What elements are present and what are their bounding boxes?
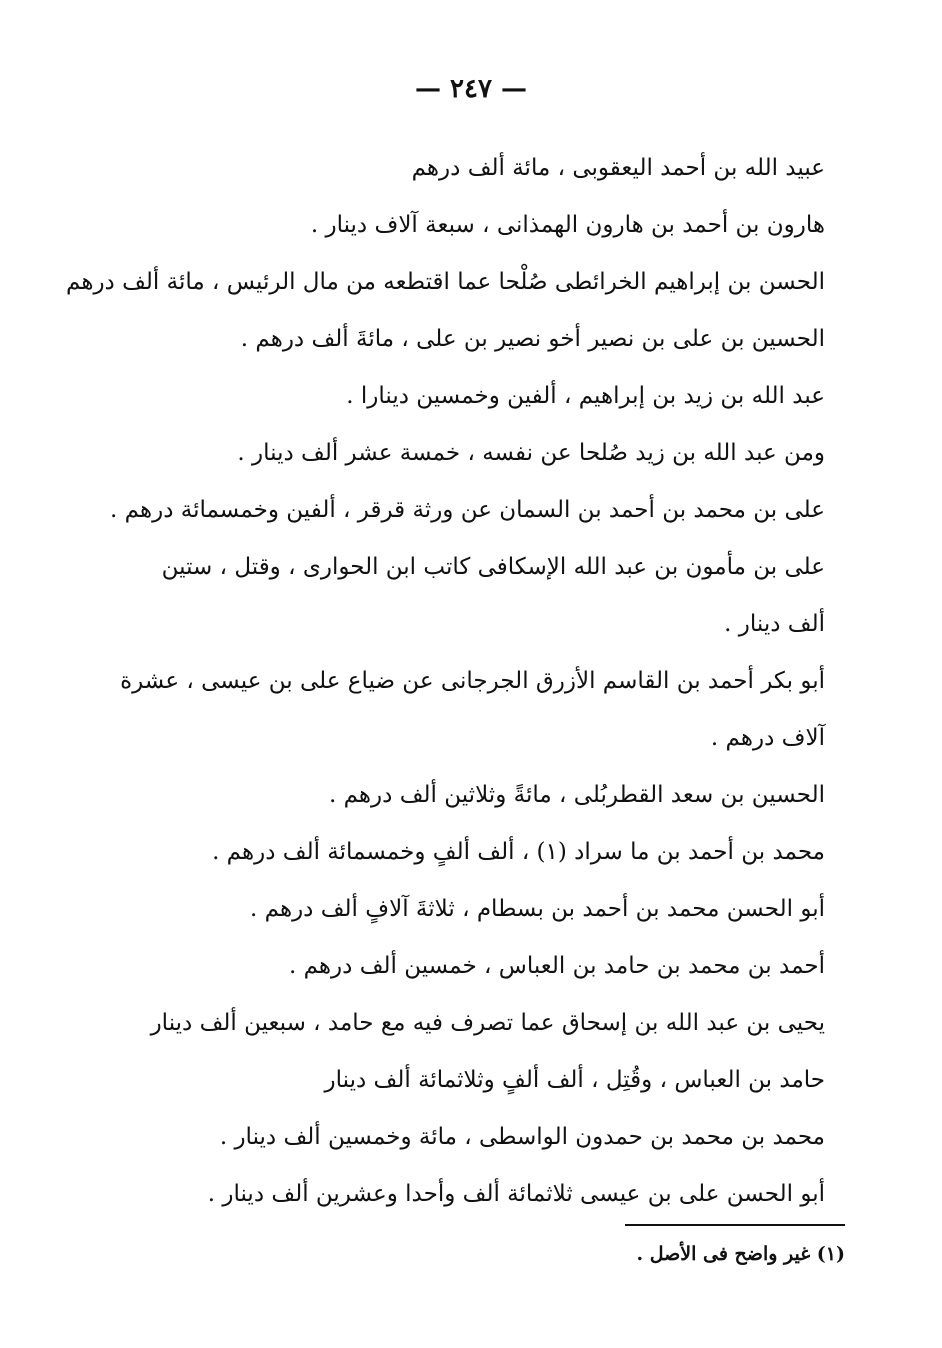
text-line: حامد بن العباس ، وقُتِل ، ألف ألفٍ وثلاثمائة ألف دينار (324, 1067, 825, 1093)
footnote-divider (625, 1224, 845, 1226)
text-line: الحسين بن على بن نصير أخو نصير بن على ، مائةَ ألف درهم . (240, 326, 825, 352)
page-number: — ٢٤٧ — (414, 74, 528, 104)
text-line: على بن مأمون بن عبد الله الإسكافى كاتب ابن الحوارى ، وقتل ، ستين (161, 554, 825, 580)
text-line: على بن محمد بن أحمد بن السمان عن ورثة قرقر ، ألفين وخمسمائة درهم . (110, 497, 825, 523)
text-line: هارون بن أحمد بن هارون الهمذانى ، سبعة آلاف دينار . (310, 212, 825, 238)
text-line: عبيد الله بن أحمد اليعقوبى ، مائة ألف درهم (411, 155, 825, 181)
footnote: (١) غير واضح فى الأصل . (636, 1243, 845, 1265)
text-line: أبو الحسن محمد بن أحمد بن بسطام ، ثلاثةَ آلافٍ ألف درهم . (250, 896, 825, 922)
text-line: آلاف درهم . (710, 725, 825, 751)
text-line: أبو بكر أحمد بن القاسم الأزرق الجرجانى عن ضياع على بن عيسى ، عشرة (120, 668, 825, 694)
text-line: أحمد بن محمد بن حامد بن العباس ، خمسين ألف درهم . (288, 953, 825, 979)
text-line: ألف دينار . (724, 611, 825, 637)
text-line: يحيى بن عبد الله بن إسحاق عما تصرف فيه مع حامد ، سبعين ألف دينار (150, 1010, 825, 1036)
text-line: الحسن بن إبراهيم الخرائطى صُلْحا عما اقتطعه من مال الرئيس ، مائة ألف درهم (66, 269, 825, 295)
text-line: محمد بن أحمد بن ما سراد (١) ، ألف ألفٍ وخمسمائة ألف درهم . (212, 839, 825, 865)
text-line: عبد الله بن زيد بن إبراهيم ، ألفين وخمسين دينارا . (346, 383, 825, 409)
text-line: محمد بن محمد بن حمدون الواسطى ، مائة وخمسين ألف دينار . (219, 1124, 825, 1150)
text-line: الحسين بن سعد القطربُلى ، مائةً وثلاثين ألف درهم . (328, 782, 825, 808)
body-text (66, 140, 825, 1223)
text-line: أبو الحسن على بن عيسى ثلاثمائة ألف وأحدا وعشرين ألف دينار . (207, 1181, 825, 1207)
text-line: ومن عبد الله بن زيد صُلحا عن نفسه ، خمسة عشر ألف دينار . (237, 440, 825, 466)
